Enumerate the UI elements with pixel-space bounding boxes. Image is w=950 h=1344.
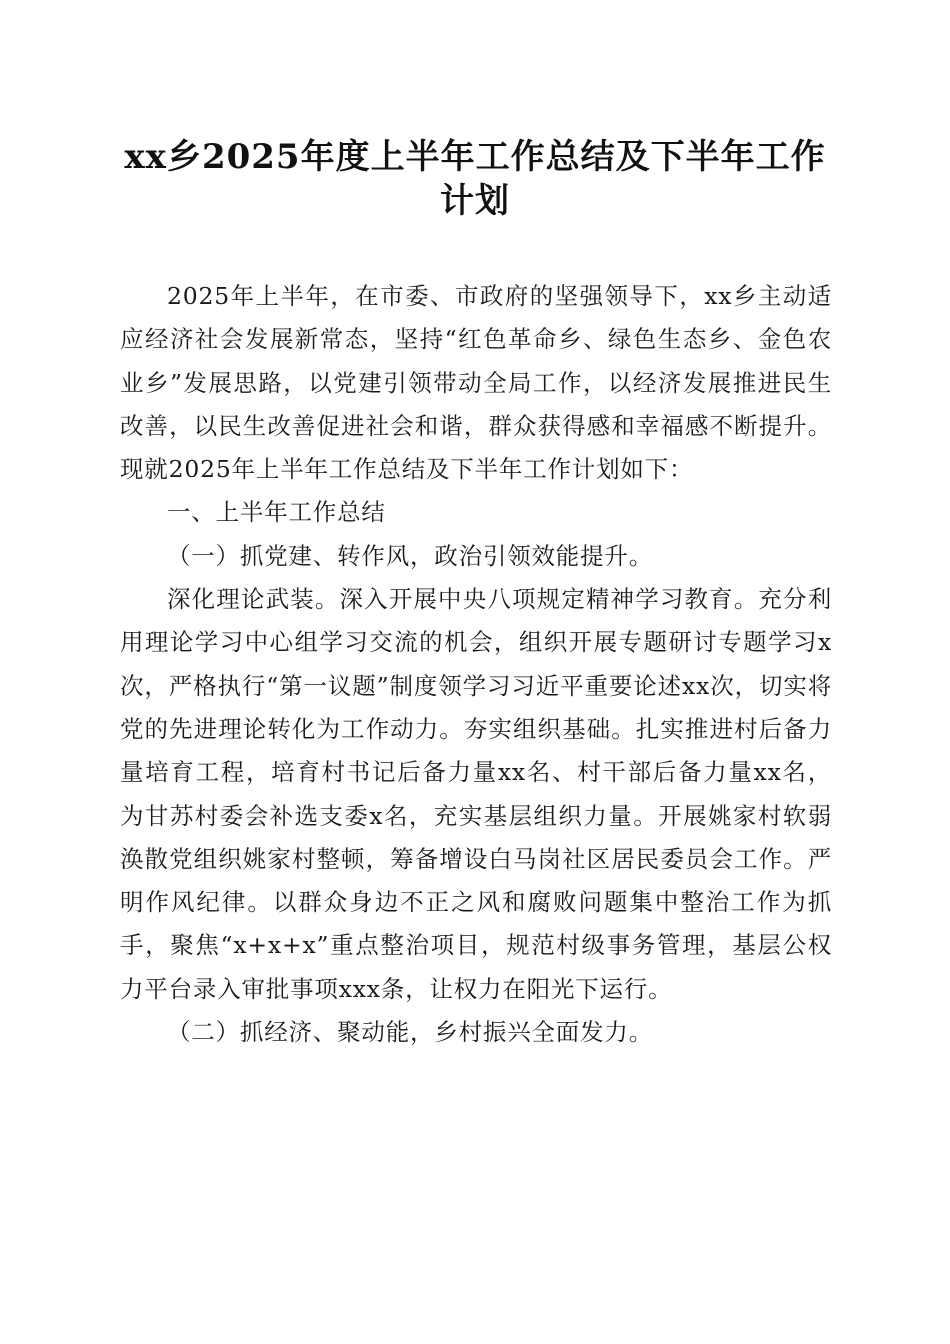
subsection-heading-2: （二）抓经济、聚动能，乡村振兴全面发力。	[167, 1018, 653, 1047]
subsection-1-paragraph: 深化理论武装。深入开展中央八项规定精神学习教育。充分利用理论学习中心组学习交流的机会，组织开展专题研讨专题学习x次，严格执行“第一议题”制度领学习习近平重要论述xx次，切实将党的先进理论转化为工作动力。夯实组织基础。扎实推进村后备力量培育工程，培育村书记后备力量xx名、村干部后备力量xx名，为甘苏村委会补选支委x名，充实基层组织力量。开展姚家村软弱涣散党组织姚家村整顿，筹备增设白马岗社区居民委员会工作。严明作风纪律。以群众身边不正之风和腐败问题集中整治工作为抓手，聚焦“x+x+x”重点整治项目，规范村级事务管理，基层公权力平台录入审批事项xxx条，让权力在阳光下运行。	[120, 585, 832, 1003]
document-body	[120, 275, 832, 1054]
title-line-1: xx乡2025年度上半年工作总结及下半年工作	[124, 137, 826, 177]
title-line-2: 计划	[440, 181, 510, 221]
section-heading-1: 一、上半年工作总结	[167, 498, 386, 527]
subsection-heading-1: （一）抓党建、转作风，政治引领效能提升。	[167, 541, 653, 570]
intro-paragraph: 2025年上半年，在市委、市政府的坚强领导下，xx乡主动适应经济社会发展新常态，坚持“红色革命乡、绿色生态乡、金色农业乡”发展思路，以党建引领带动全局工作，以经济发展推进民生改善，以民生改善促进社会和谐，群众获得感和幸福感不断提升。现就2025年上半年工作总结及下半年工作计划如下：	[120, 282, 832, 484]
document-title	[110, 135, 840, 223]
